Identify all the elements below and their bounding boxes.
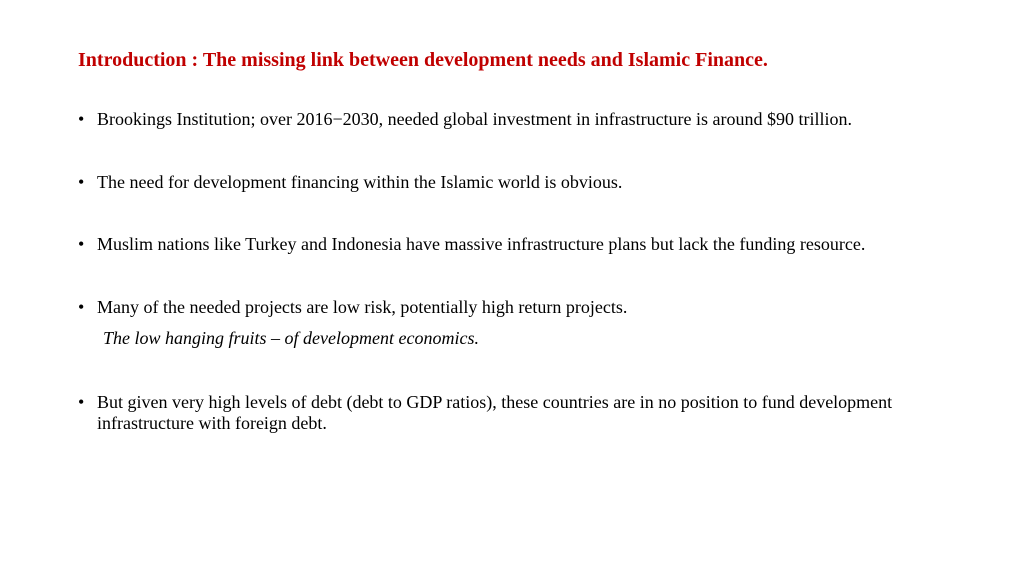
bullet-icon: • <box>78 109 85 129</box>
bullet-text: But given very high levels of debt (debt to GDP ratios), these countries are in no position to fund development infrastructure with foreign debt. <box>97 392 893 433</box>
bullet-item <box>78 234 958 255</box>
bullet-item <box>78 297 958 318</box>
bullet-item <box>78 109 958 130</box>
bullet-icon: • <box>78 392 85 412</box>
bullet-icon: • <box>78 234 85 254</box>
bullet-text: Many of the needed projects are low risk, potentially high return projects. <box>97 297 628 317</box>
bullet-text: Muslim nations like Turkey and Indonesia have massive infrastructure plans but lack the funding resource. <box>97 234 866 254</box>
italic-sub-note: The low hanging fruits – of development economics. <box>103 328 479 348</box>
bullet-text: The need for development financing within the Islamic world is obvious. <box>97 172 623 192</box>
bullet-item <box>78 392 958 434</box>
slide-title: Introduction : The missing link between development needs and Islamic Finance. <box>78 49 768 71</box>
bullet-item <box>78 172 958 193</box>
bullet-icon: • <box>78 297 85 317</box>
bullet-icon: • <box>78 172 85 192</box>
bullet-text: Brookings Institution; over 2016−2030, needed global investment in infrastructure is around $90 trillion. <box>97 109 853 129</box>
